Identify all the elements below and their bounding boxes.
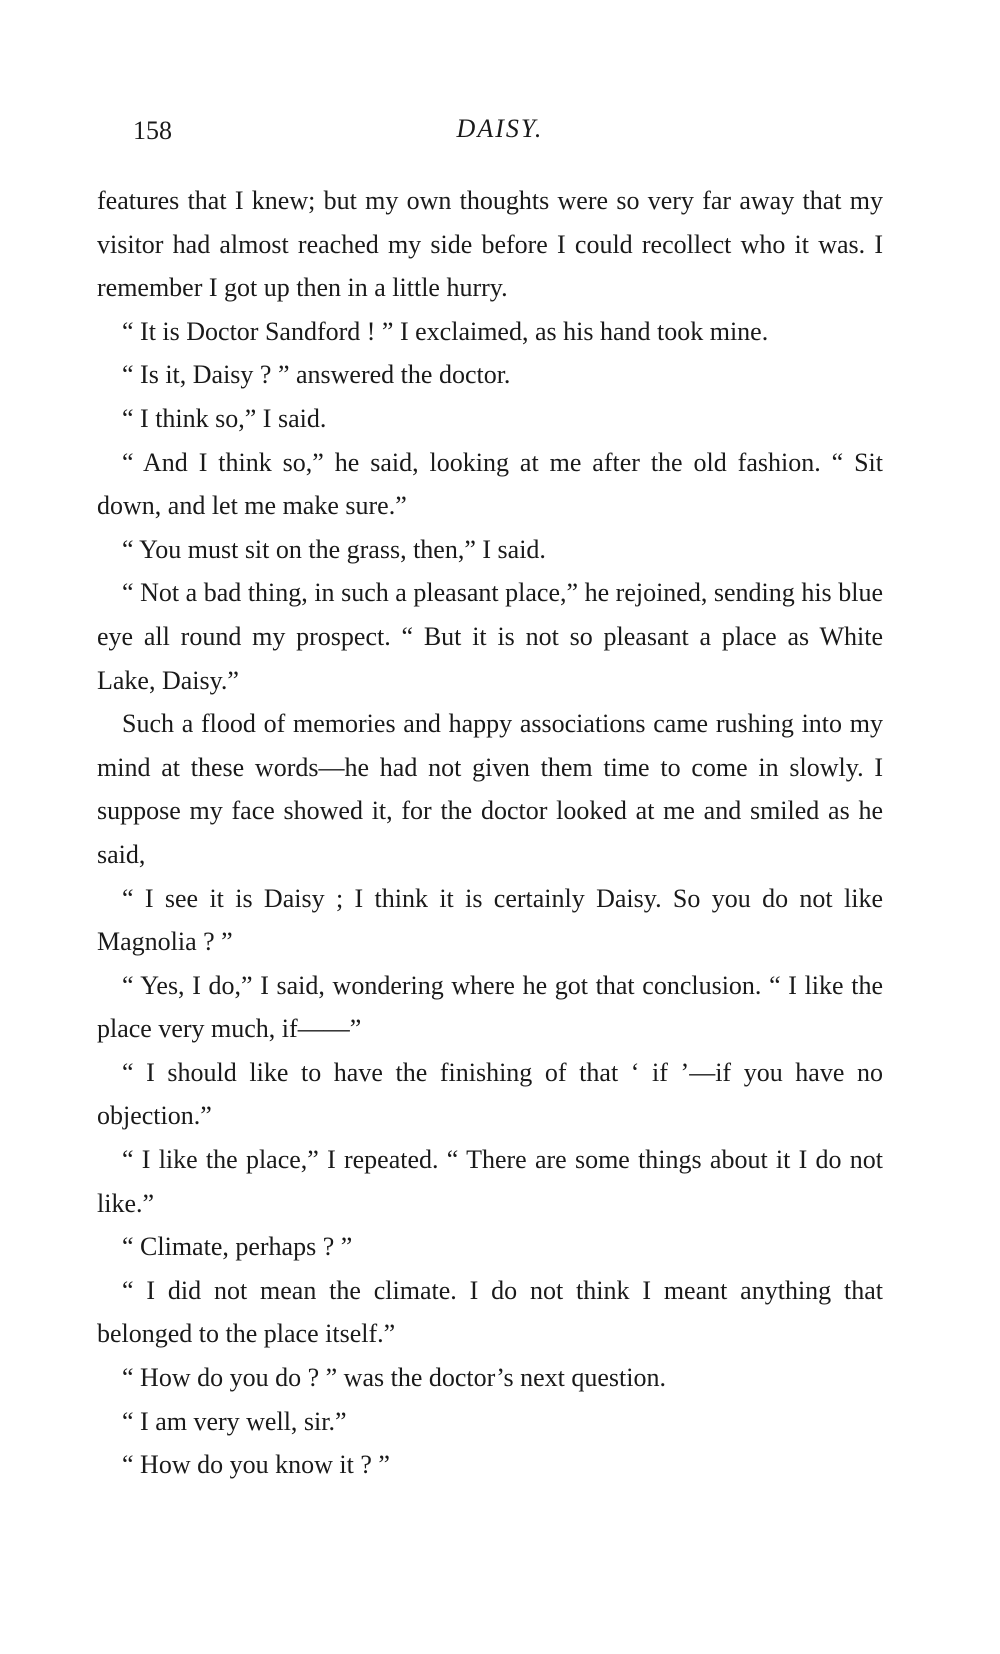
running-title: DAISY.: [456, 114, 544, 143]
paragraph: “ I did not mean the climate. I do not think I meant anything that belonged to the place itself.”: [97, 1275, 883, 1349]
page-number: 158: [133, 116, 172, 145]
paragraph: “ I am very well, sir.”: [122, 1406, 347, 1436]
paragraph: “ How do you do ? ” was the doctor’s next question.: [122, 1363, 666, 1393]
paragraph: “ Yes, I do,” I said, wondering where he got that conclusion. “ I like the place very much, if——”: [97, 970, 883, 1044]
paragraph: “ It is Doctor Sandford ! ” I exclaimed, as his hand took mine.: [122, 316, 769, 346]
paragraph: “ I think so,” I said.: [122, 403, 327, 433]
paragraph: Such a flood of memories and happy associations came rushing into my mind at these words—he had not given them time to come in slowly. I suppose my face showed it, for the doctor looked at me and smiled as he said,: [97, 709, 883, 869]
paragraph: “ And I think so,” he said, looking at me after the old fashion. “ Sit down, and let me make sure.”: [97, 447, 883, 521]
paragraph: “ I like the place,” I repeated. “ There are some things about it I do not like.”: [97, 1145, 883, 1218]
paragraph: “ I see it is Daisy ; I think it is certainly Daisy. So you do not like Magnolia ? ”: [97, 883, 883, 957]
paragraph: “ I should like to have the finishing of that ‘ if ’—if you have no objection.”: [97, 1057, 883, 1131]
paragraph: “ You must sit on the grass, then,” I said.: [122, 534, 546, 564]
paragraph: features that I knew; but my own thoughts were so very far away that my visitor had almost reached my side before I could recollect who it was. I remember I got up then in a little hurry.: [97, 186, 883, 303]
paragraph: “ Climate, perhaps ? ”: [122, 1232, 353, 1262]
paragraph: “ How do you know it ? ”: [122, 1450, 390, 1480]
body-text: [97, 179, 883, 1487]
paragraph: “ Is it, Daisy ? ” answered the doctor.: [122, 360, 511, 390]
paragraph: “ Not a bad thing, in such a pleasant place,” he rejoined, sending his blue eye all round my prospect. “ But it is not so pleasant a place as White Lake, Daisy.”: [97, 578, 883, 695]
